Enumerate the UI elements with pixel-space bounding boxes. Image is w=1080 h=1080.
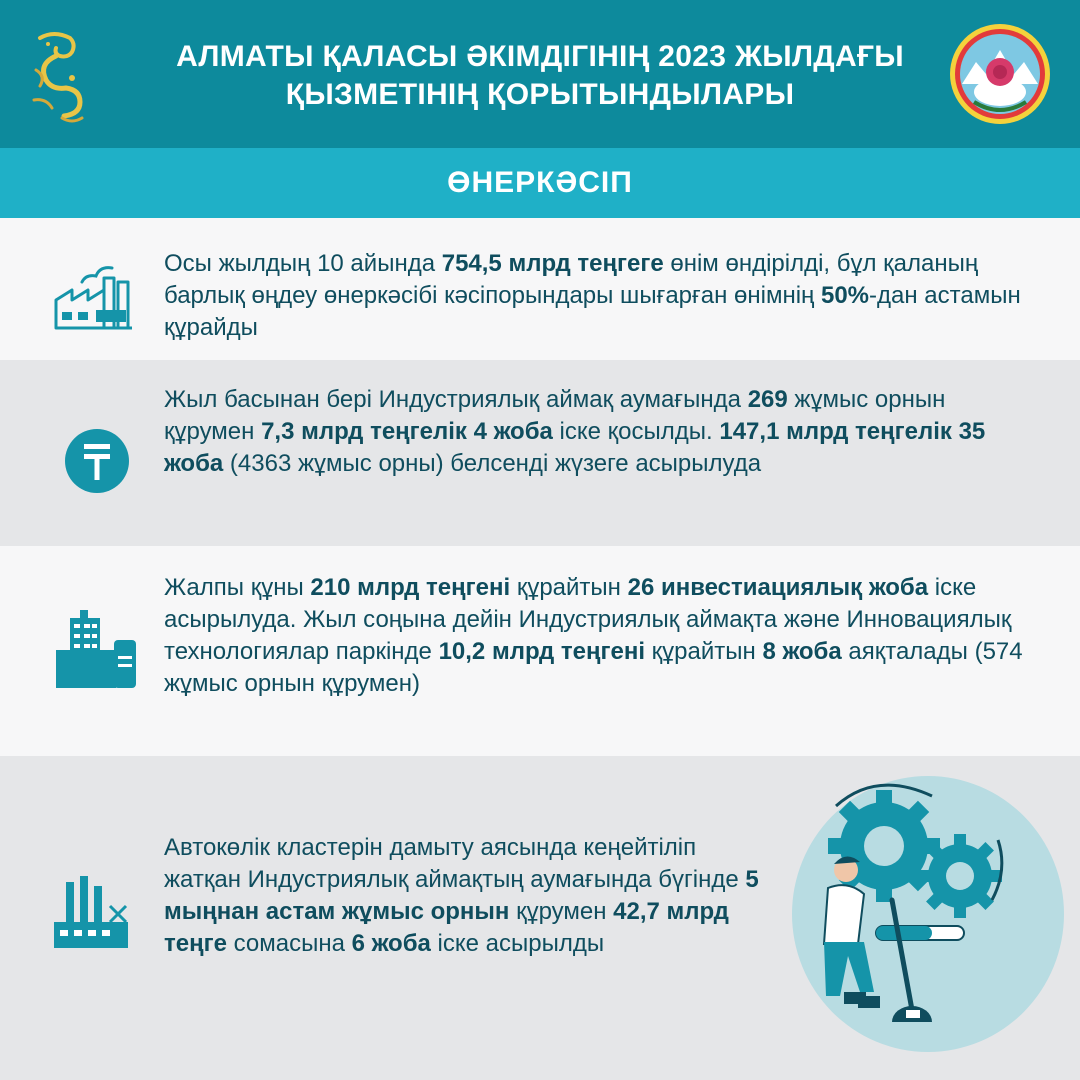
title-line-2: ҚЫЗМЕТІНІҢ ҚОРЫТЫНДЫЛАРЫ [285, 78, 795, 111]
highlight-text: 6 жоба [351, 930, 431, 957]
body-text: құрайтын [510, 574, 628, 601]
body-text: сомасына [226, 930, 352, 957]
factory-chimneys-icon [54, 876, 128, 948]
highlight-text: 50% [820, 282, 870, 309]
highlight-text: 210 млрд теңгені [310, 574, 511, 601]
highlight-text: 7,3 млрд теңгелік 4 жоба [261, 418, 553, 445]
body-text: Жалпы құны [164, 574, 311, 601]
highlight-text: 754,5 млрд теңгеге [441, 250, 664, 277]
body-text: Жыл басынан бері Индустриялық аймақ аумағында [164, 386, 748, 413]
highlight-text: 42,7 млрд теңге [164, 898, 729, 957]
section-title: ӨНЕРКӘСІП [447, 166, 633, 199]
body-text: аяқталады (574 жұмыс орнын құрумен) [164, 638, 1023, 697]
factory-icon [52, 256, 136, 330]
highlight-text: 5 мыңнан астам жұмыс орнын [164, 866, 759, 925]
item-4-text [164, 832, 764, 960]
highlight-text: 26 инвестиациялық жоба [627, 574, 929, 601]
highlight-text: 8 жоба [762, 638, 842, 665]
body-text: жұмыс орнын құрумен [164, 386, 946, 445]
body-text: құрайтын [645, 638, 763, 665]
item-2-text [164, 384, 1024, 480]
title-line-1: АЛМАТЫ ҚАЛАСЫ ӘКІМДІГІНІҢ 2023 ЖЫЛДАҒЫ [176, 40, 904, 73]
body-text: іске қосылды. [552, 418, 720, 445]
almaty-coat-of-arms-icon [948, 20, 1052, 128]
worker-with-gears-illustration [784, 770, 1068, 1070]
body-text: Автокөлік кластерін дамыту аясында кеңейтіліп жатқан Индустриялық аймақтың аумағында бүгінде [164, 834, 746, 893]
body-text: іске асырылды [430, 930, 605, 957]
snow-leopard-emblem-icon [26, 30, 88, 130]
tenge-coin-icon [64, 428, 130, 494]
body-text: құрумен [509, 898, 614, 925]
item-3-text [164, 572, 1024, 700]
page-title [120, 38, 960, 114]
highlight-text: 269 [747, 386, 788, 413]
body-text: (4363 жұмыс орны) белсенді жүзеге асырылуда [223, 450, 762, 477]
body-text: өнім өндірілді, бұл қаланың барлық өңдеу өнеркәсібі кәсіпорындары шығарған өнімнің [164, 250, 979, 309]
industrial-buildings-icon [52, 610, 138, 688]
highlight-text: 10,2 млрд теңгені [438, 638, 646, 665]
highlight-text: 147,1 млрд теңгелік 35 жоба [164, 418, 986, 477]
body-text: іске асырылуда. Жыл соңына дейін Индустриялық аймақта және Инновациялық технологиялар паркінде [164, 574, 1012, 665]
body-text: -дан астамын құрайды [164, 282, 1021, 341]
body-text: Осы жылдың 10 айында [164, 250, 442, 277]
item-1-text [164, 248, 1024, 344]
